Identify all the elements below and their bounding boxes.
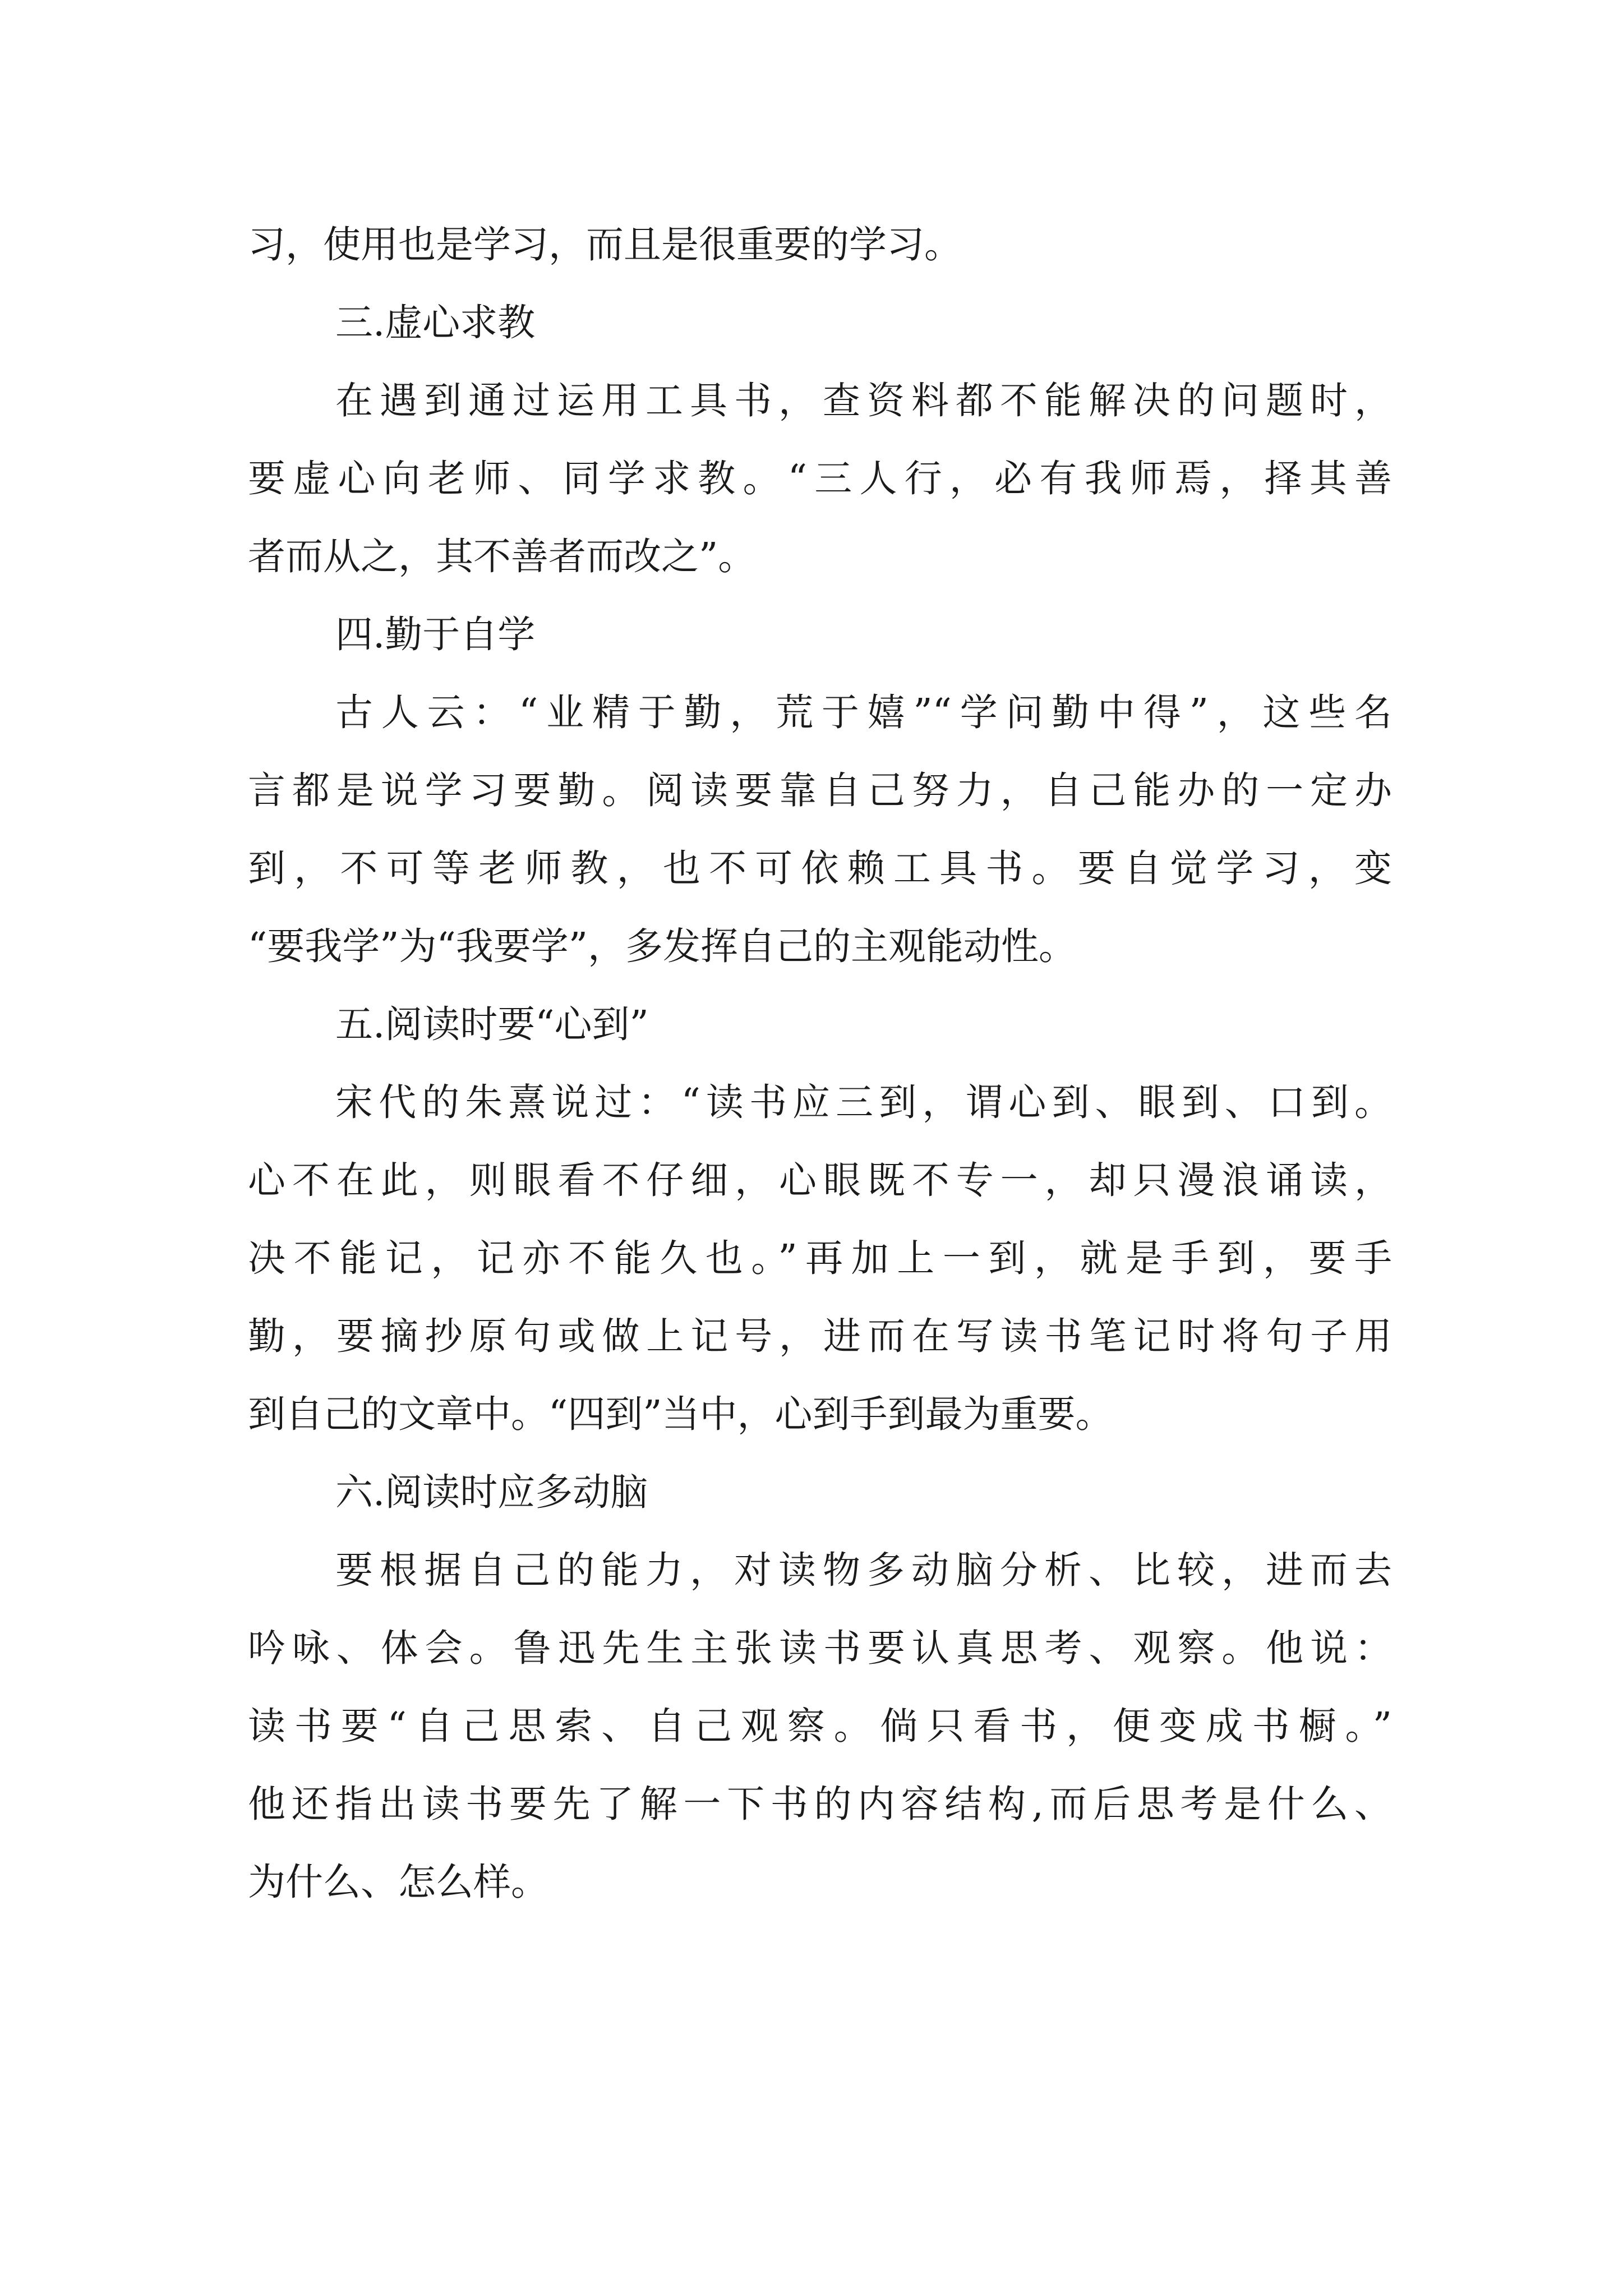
paragraph-line: 为什么、怎么样。 [248, 1860, 548, 1904]
paragraph-line: 勤，要摘抄原句或做上记号，进而在写读书笔记时将句子用 [248, 1314, 1392, 1358]
paragraph-line: 决不能记，记亦不能久也。”再加上一到，就是手到，要手 [248, 1236, 1392, 1280]
section-heading: 四.勤于自学 [335, 613, 536, 656]
paragraph-line: 读书要“自己思索、自己观察。倘只看书，便变成书橱。” [248, 1704, 1392, 1748]
section-heading: 五.阅读时要“心到” [335, 1002, 649, 1046]
paragraph-line: 要根据自己的能力，对读物多动脑分析、比较，进而去 [335, 1548, 1392, 1592]
paragraph-line: 心不在此，则眼看不仔细，心眼既不专一，却只漫浪诵读， [248, 1158, 1392, 1202]
paragraph-line: 他还指出读书要先了解一下书的内容结构,而后思考是什么、 [248, 1782, 1392, 1826]
paragraph-line: 到，不可等老师教，也不可依赖工具书。要自觉学习，变 [248, 846, 1392, 890]
section-heading: 六.阅读时应多动脑 [335, 1470, 648, 1514]
paragraph-line: 者而从之，其不善者而改之”。 [248, 535, 756, 578]
section-heading: 三.虚心求教 [335, 301, 536, 344]
paragraph-line: 宋代的朱熹说过：“读书应三到，谓心到、眼到、口到。 [335, 1080, 1392, 1124]
paragraph-line: 要虚心向老师、同学求教。“三人行，必有我师焉，择其善 [248, 457, 1392, 500]
paragraph-line: “要我学”为“我要学”，多发挥自己的主观能动性。 [248, 924, 1077, 968]
paragraph-line: 言都是说学习要勤。阅读要靠自己努力，自己能办的一定办 [248, 769, 1392, 812]
paragraph-line: 在遇到通过运用工具书，查资料都不能解决的问题时， [335, 379, 1392, 422]
paragraph-line: 古人云：“业精于勤，荒于嬉”“学问勤中得”，这些名 [335, 691, 1392, 734]
paragraph-line: 到自己的文章中。“四到”当中，心到手到最为重要。 [248, 1392, 1113, 1436]
paragraph-line: 吟咏、体会。鲁迅先生主张读书要认真思考、观察。他说： [248, 1626, 1392, 1670]
paragraph-line: 习，使用也是学习，而且是很重要的学习。 [248, 223, 962, 266]
